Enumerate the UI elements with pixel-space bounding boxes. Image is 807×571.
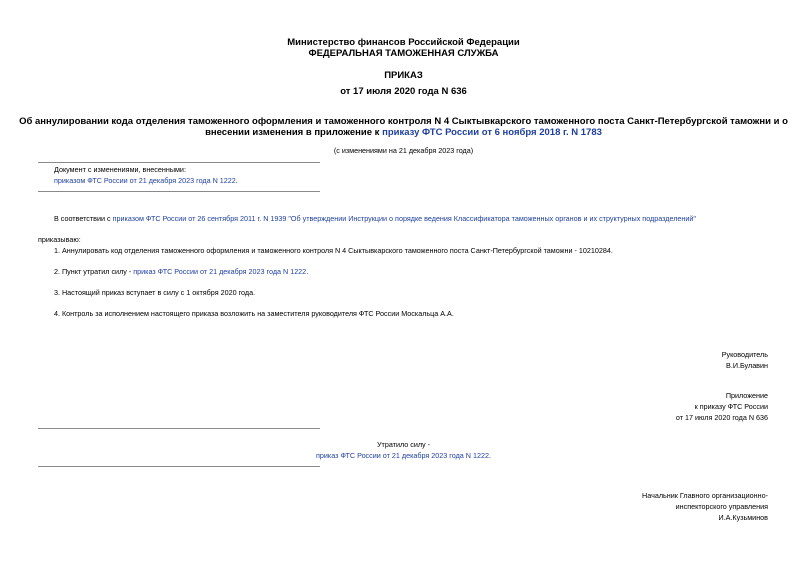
preamble-prefix: В соответствии с bbox=[54, 214, 113, 223]
appendix-reference: к приказу ФТС России bbox=[694, 402, 768, 411]
lost-force-entry bbox=[0, 451, 807, 461]
changes-label: Документ с изменениями, внесенными: bbox=[54, 165, 186, 174]
appendix-title: Приложение bbox=[725, 391, 768, 400]
ministry-name: Министерство финансов Российской Федерации bbox=[287, 37, 520, 48]
document-title-line2 bbox=[0, 127, 807, 138]
order-item-2-suffix: . bbox=[306, 267, 309, 276]
order-item-2 bbox=[54, 267, 308, 277]
lost-force-suffix: . bbox=[488, 451, 491, 460]
order-item-2-link[interactable]: приказ ФТС России от 21 декабря 2023 года N 1222 bbox=[133, 267, 307, 276]
lost-force-link[interactable]: приказ ФТС России от 21 декабря 2023 года N 1222 bbox=[316, 451, 489, 460]
document-date-number: от 17 июля 2020 года N 636 bbox=[340, 86, 467, 97]
service-name: ФЕДЕРАЛЬНАЯ ТАМОЖЕННАЯ СЛУЖБА bbox=[308, 48, 499, 59]
preamble-order-link[interactable]: приказом ФТС России от 26 сентября 2011 г. N 1939 "Об утверждении Инструкции о порядке ведения Классификатора таможенных органов и их структурных подразделений" bbox=[112, 214, 696, 223]
order-word: приказываю: bbox=[38, 235, 81, 244]
order-item-2-prefix: 2. Пункт утратил силу - bbox=[54, 267, 134, 276]
order-item-3: 3. Настоящий приказ вступает в силу с 1 октября 2020 года. bbox=[54, 288, 256, 297]
changes-link-suffix: . bbox=[235, 176, 238, 185]
signature-position: Руководитель bbox=[721, 350, 768, 359]
footer-name: И.А.Кузьминов bbox=[718, 513, 768, 522]
order-item-1: 1. Аннулировать код отделения таможенного оформления и таможенного контроля N 4 Сыктывкарского таможенного поста Санкт-Петербургской таможни - 10210284. bbox=[54, 246, 613, 255]
title-order-link[interactable]: приказу ФТС России от 6 ноября 2018 г. N 1783 bbox=[382, 127, 602, 138]
signature-name: В.И.Булавин bbox=[726, 361, 768, 370]
divider-lost-top bbox=[38, 428, 320, 429]
divider-lost-bottom bbox=[38, 466, 320, 467]
revision-note: (с изменениями на 21 декабря 2023 года) bbox=[333, 146, 474, 155]
preamble bbox=[54, 214, 696, 224]
appendix-date: от 17 июля 2020 года N 636 bbox=[675, 413, 768, 422]
changes-order-link[interactable]: приказом ФТС России от 21 декабря 2023 года N 1222 bbox=[54, 176, 236, 185]
lost-force-label: Утратило силу - bbox=[376, 440, 431, 449]
footer-position-line2: инспекторского управления bbox=[675, 502, 768, 511]
order-item-4: 4. Контроль за исполнением настоящего приказа возложить на заместителя руководителя ФТС России Москальца А.А. bbox=[54, 309, 454, 318]
document-title-prefix: внесении изменения в приложение к bbox=[205, 127, 383, 138]
document-title-line1: Об аннулировании кода отделения таможенного оформления и таможенного контроля N 4 Сыктывкарского таможенного поста Санкт-Петербургской таможни и о bbox=[19, 116, 788, 127]
footer-position-line1: Начальник Главного организационно- bbox=[642, 491, 768, 500]
document-type: ПРИКАЗ bbox=[384, 70, 423, 81]
changes-entry bbox=[54, 176, 238, 186]
divider-bottom bbox=[38, 191, 320, 192]
divider-top bbox=[38, 162, 320, 163]
